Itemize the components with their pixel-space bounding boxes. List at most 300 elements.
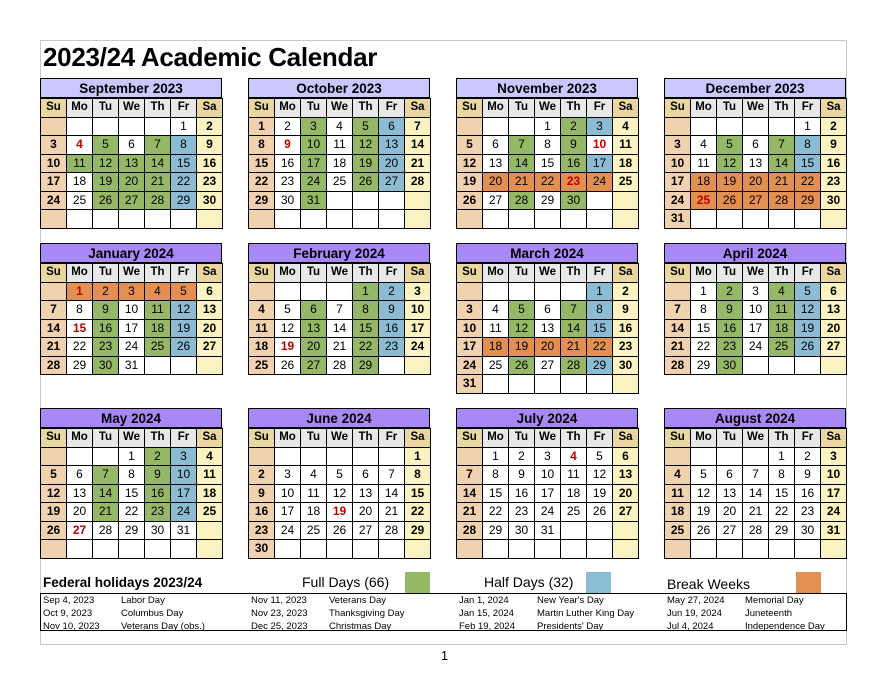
day-cell: 9 bbox=[561, 136, 587, 155]
day-cell: 26 bbox=[587, 503, 613, 522]
month-march-2024 bbox=[456, 243, 638, 394]
weekday-header: Su bbox=[41, 429, 67, 448]
day-cell: 23 bbox=[795, 503, 821, 522]
day-cell: 23 bbox=[613, 338, 639, 357]
day-cell: 20 bbox=[821, 319, 847, 338]
day-cell: 17 bbox=[405, 319, 431, 338]
month-grid bbox=[40, 428, 223, 559]
day-cell: 31 bbox=[535, 521, 561, 540]
day-cell: 19 bbox=[691, 503, 717, 522]
empty-cell bbox=[717, 210, 743, 229]
day-cell: 19 bbox=[509, 338, 535, 357]
day-cell: 27 bbox=[535, 356, 561, 375]
weekday-header: Mo bbox=[483, 99, 509, 118]
day-cell: 24 bbox=[665, 191, 691, 210]
day-cell: 18 bbox=[327, 154, 353, 173]
empty-cell bbox=[197, 356, 223, 375]
empty-cell bbox=[41, 282, 67, 301]
day-cell: 26 bbox=[717, 191, 743, 210]
weekday-header: We bbox=[535, 264, 561, 283]
day-cell: 11 bbox=[769, 301, 795, 320]
day-cell: 14 bbox=[665, 319, 691, 338]
empty-cell bbox=[509, 117, 535, 136]
empty-cell bbox=[379, 210, 405, 229]
weekday-header: Sa bbox=[821, 429, 847, 448]
empty-cell bbox=[795, 210, 821, 229]
month-title: October 2023 bbox=[248, 78, 430, 98]
month-title: February 2024 bbox=[248, 243, 430, 263]
day-cell: 6 bbox=[379, 117, 405, 136]
legend-half-label: Half Days (32) bbox=[484, 574, 574, 590]
day-cell: 15 bbox=[67, 319, 93, 338]
empty-cell bbox=[145, 356, 171, 375]
day-cell: 9 bbox=[197, 136, 223, 155]
day-cell: 30 bbox=[717, 356, 743, 375]
empty-cell bbox=[743, 540, 769, 559]
day-cell: 1 bbox=[171, 117, 197, 136]
day-cell: 21 bbox=[769, 173, 795, 192]
day-cell: 8 bbox=[691, 301, 717, 320]
empty-cell bbox=[379, 447, 405, 466]
month-title: June 2024 bbox=[248, 408, 430, 428]
day-cell: 15 bbox=[769, 484, 795, 503]
day-cell: 6 bbox=[301, 301, 327, 320]
holiday-date: Jan 1, 2024 bbox=[459, 595, 509, 606]
day-cell: 15 bbox=[483, 484, 509, 503]
day-cell: 1 bbox=[119, 447, 145, 466]
weekday-header: Tu bbox=[509, 264, 535, 283]
day-cell: 18 bbox=[145, 319, 171, 338]
day-cell: 5 bbox=[275, 301, 301, 320]
day-cell: 28 bbox=[93, 521, 119, 540]
weekday-header: Tu bbox=[93, 264, 119, 283]
holiday-name: Presidents' Day bbox=[537, 621, 604, 632]
day-cell: 5 bbox=[509, 301, 535, 320]
day-cell: 1 bbox=[249, 117, 275, 136]
day-cell: 16 bbox=[717, 319, 743, 338]
day-cell: 30 bbox=[613, 356, 639, 375]
day-cell: 31 bbox=[171, 521, 197, 540]
month-february-2024 bbox=[248, 243, 430, 375]
day-cell: 2 bbox=[145, 447, 171, 466]
day-cell: 4 bbox=[145, 282, 171, 301]
weekday-header: Su bbox=[457, 99, 483, 118]
day-cell: 16 bbox=[795, 484, 821, 503]
day-cell: 31 bbox=[665, 210, 691, 229]
empty-cell bbox=[353, 540, 379, 559]
day-cell: 20 bbox=[613, 484, 639, 503]
day-cell: 5 bbox=[717, 136, 743, 155]
empty-cell bbox=[327, 540, 353, 559]
day-cell: 8 bbox=[769, 466, 795, 485]
day-cell: 29 bbox=[587, 356, 613, 375]
day-cell: 18 bbox=[483, 338, 509, 357]
day-cell: 2 bbox=[379, 282, 405, 301]
day-cell: 2 bbox=[561, 117, 587, 136]
day-cell: 4 bbox=[249, 301, 275, 320]
holiday-name: Memorial Day bbox=[745, 595, 804, 606]
day-cell: 3 bbox=[41, 136, 67, 155]
empty-cell bbox=[67, 447, 93, 466]
month-title: September 2023 bbox=[40, 78, 222, 98]
day-cell: 20 bbox=[353, 503, 379, 522]
empty-cell bbox=[197, 210, 223, 229]
day-cell: 22 bbox=[171, 173, 197, 192]
day-cell: 14 bbox=[41, 319, 67, 338]
legend-break-swatch bbox=[796, 572, 821, 593]
day-cell: 3 bbox=[535, 447, 561, 466]
day-cell: 22 bbox=[769, 503, 795, 522]
day-cell: 8 bbox=[483, 466, 509, 485]
day-cell: 25 bbox=[67, 191, 93, 210]
empty-cell bbox=[119, 540, 145, 559]
day-cell: 1 bbox=[769, 447, 795, 466]
holidays-title: Federal holidays 2023/24 bbox=[43, 575, 203, 590]
day-cell: 12 bbox=[457, 154, 483, 173]
weekday-header: Th bbox=[561, 264, 587, 283]
day-cell: 21 bbox=[379, 503, 405, 522]
day-cell: 1 bbox=[353, 282, 379, 301]
day-cell: 29 bbox=[769, 521, 795, 540]
empty-cell bbox=[535, 540, 561, 559]
day-cell: 29 bbox=[691, 356, 717, 375]
day-cell: 21 bbox=[327, 338, 353, 357]
day-cell: 10 bbox=[821, 466, 847, 485]
holiday-date: Nov 11, 2023 bbox=[251, 595, 307, 606]
day-cell: 28 bbox=[379, 521, 405, 540]
day-cell: 2 bbox=[717, 282, 743, 301]
weekday-header: Mo bbox=[691, 264, 717, 283]
day-cell: 4 bbox=[769, 282, 795, 301]
day-cell: 5 bbox=[587, 447, 613, 466]
empty-cell bbox=[327, 210, 353, 229]
empty-cell bbox=[561, 282, 587, 301]
empty-cell bbox=[353, 447, 379, 466]
day-cell: 30 bbox=[821, 191, 847, 210]
empty-cell bbox=[171, 540, 197, 559]
page-title: 2023/24 Academic Calendar bbox=[43, 42, 378, 72]
day-cell: 11 bbox=[691, 154, 717, 173]
day-cell: 9 bbox=[509, 466, 535, 485]
day-cell: 25 bbox=[691, 191, 717, 210]
month-grid bbox=[248, 263, 431, 375]
empty-cell bbox=[795, 540, 821, 559]
day-cell: 20 bbox=[197, 319, 223, 338]
empty-cell bbox=[821, 210, 847, 229]
day-cell: 20 bbox=[483, 173, 509, 192]
month-october-2023 bbox=[248, 78, 430, 229]
holiday-name: Veterans Day (obs.) bbox=[121, 621, 205, 632]
holiday-name: Thanksgiving Day bbox=[329, 608, 405, 619]
day-cell: 27 bbox=[717, 521, 743, 540]
day-cell: 3 bbox=[821, 447, 847, 466]
day-cell: 10 bbox=[301, 136, 327, 155]
weekday-header: Sa bbox=[405, 264, 431, 283]
day-cell: 14 bbox=[769, 154, 795, 173]
day-cell: 26 bbox=[509, 356, 535, 375]
weekday-header: We bbox=[327, 429, 353, 448]
empty-cell bbox=[769, 210, 795, 229]
weekday-header: Fr bbox=[795, 99, 821, 118]
day-cell: 16 bbox=[379, 319, 405, 338]
day-cell: 1 bbox=[795, 117, 821, 136]
weekday-header: Sa bbox=[197, 264, 223, 283]
day-cell: 7 bbox=[405, 117, 431, 136]
day-cell: 26 bbox=[327, 521, 353, 540]
day-cell: 11 bbox=[483, 319, 509, 338]
day-cell: 7 bbox=[379, 466, 405, 485]
day-cell: 24 bbox=[41, 191, 67, 210]
day-cell: 8 bbox=[795, 136, 821, 155]
empty-cell bbox=[457, 540, 483, 559]
page-number: 1 bbox=[440, 648, 449, 663]
day-cell: 18 bbox=[249, 338, 275, 357]
day-cell: 13 bbox=[379, 136, 405, 155]
empty-cell bbox=[717, 447, 743, 466]
day-cell: 25 bbox=[327, 173, 353, 192]
day-cell: 18 bbox=[301, 503, 327, 522]
month-title: November 2023 bbox=[456, 78, 638, 98]
day-cell: 13 bbox=[197, 301, 223, 320]
day-cell: 15 bbox=[795, 154, 821, 173]
day-cell: 22 bbox=[353, 338, 379, 357]
day-cell: 21 bbox=[509, 173, 535, 192]
day-cell: 26 bbox=[457, 191, 483, 210]
day-cell: 11 bbox=[145, 301, 171, 320]
day-cell: 1 bbox=[535, 117, 561, 136]
day-cell: 25 bbox=[197, 503, 223, 522]
day-cell: 21 bbox=[93, 503, 119, 522]
day-cell: 9 bbox=[795, 466, 821, 485]
empty-cell bbox=[405, 356, 431, 375]
day-cell: 23 bbox=[717, 338, 743, 357]
day-cell: 29 bbox=[535, 191, 561, 210]
holiday-name: Christmas Day bbox=[329, 621, 392, 632]
weekday-header: We bbox=[743, 99, 769, 118]
day-cell: 21 bbox=[41, 338, 67, 357]
day-cell: 15 bbox=[249, 154, 275, 173]
empty-cell bbox=[275, 282, 301, 301]
empty-cell bbox=[561, 210, 587, 229]
legend-half-swatch bbox=[586, 572, 611, 593]
day-cell: 6 bbox=[67, 466, 93, 485]
day-cell: 24 bbox=[405, 338, 431, 357]
empty-cell bbox=[249, 282, 275, 301]
day-cell: 27 bbox=[743, 191, 769, 210]
empty-cell bbox=[41, 540, 67, 559]
weekday-header: Th bbox=[353, 429, 379, 448]
weekday-header: Fr bbox=[379, 264, 405, 283]
holiday-name: Columbus Day bbox=[121, 608, 184, 619]
day-cell: 3 bbox=[405, 282, 431, 301]
weekday-header: Sa bbox=[613, 264, 639, 283]
month-july-2024 bbox=[456, 408, 638, 559]
day-cell: 3 bbox=[743, 282, 769, 301]
day-cell: 22 bbox=[587, 338, 613, 357]
day-cell: 29 bbox=[171, 191, 197, 210]
day-cell: 22 bbox=[691, 338, 717, 357]
day-cell: 5 bbox=[327, 466, 353, 485]
empty-cell bbox=[379, 191, 405, 210]
empty-cell bbox=[795, 356, 821, 375]
empty-cell bbox=[353, 210, 379, 229]
weekday-header: Th bbox=[561, 429, 587, 448]
holiday-date: Dec 25, 2023 bbox=[251, 621, 308, 632]
month-grid bbox=[664, 428, 847, 559]
day-cell: 23 bbox=[509, 503, 535, 522]
day-cell: 30 bbox=[93, 356, 119, 375]
day-cell: 1 bbox=[483, 447, 509, 466]
day-cell: 30 bbox=[561, 191, 587, 210]
day-cell: 20 bbox=[301, 338, 327, 357]
day-cell: 18 bbox=[561, 484, 587, 503]
day-cell: 31 bbox=[457, 375, 483, 394]
day-cell: 5 bbox=[457, 136, 483, 155]
empty-cell bbox=[301, 282, 327, 301]
day-cell: 6 bbox=[119, 136, 145, 155]
weekday-header: We bbox=[327, 99, 353, 118]
day-cell: 20 bbox=[717, 503, 743, 522]
day-cell: 15 bbox=[119, 484, 145, 503]
day-cell: 14 bbox=[93, 484, 119, 503]
day-cell: 1 bbox=[587, 282, 613, 301]
month-december-2023 bbox=[664, 78, 846, 229]
day-cell: 15 bbox=[171, 154, 197, 173]
day-cell: 17 bbox=[41, 173, 67, 192]
weekday-header: We bbox=[327, 264, 353, 283]
empty-cell bbox=[587, 375, 613, 394]
empty-cell bbox=[665, 282, 691, 301]
empty-cell bbox=[119, 117, 145, 136]
day-cell: 28 bbox=[509, 191, 535, 210]
empty-cell bbox=[405, 540, 431, 559]
day-cell: 19 bbox=[93, 173, 119, 192]
day-cell: 22 bbox=[535, 173, 561, 192]
weekday-header: Su bbox=[249, 264, 275, 283]
empty-cell bbox=[561, 540, 587, 559]
day-cell: 11 bbox=[327, 136, 353, 155]
day-cell: 7 bbox=[665, 301, 691, 320]
day-cell: 2 bbox=[795, 447, 821, 466]
day-cell: 13 bbox=[353, 484, 379, 503]
weekday-header: Tu bbox=[717, 429, 743, 448]
day-cell: 26 bbox=[795, 338, 821, 357]
day-cell: 23 bbox=[561, 173, 587, 192]
day-cell: 26 bbox=[93, 191, 119, 210]
holiday-name: New Year's Day bbox=[537, 595, 604, 606]
day-cell: 8 bbox=[405, 466, 431, 485]
empty-cell bbox=[41, 117, 67, 136]
day-cell: 17 bbox=[457, 338, 483, 357]
day-cell: 24 bbox=[119, 338, 145, 357]
empty-cell bbox=[93, 540, 119, 559]
empty-cell bbox=[769, 356, 795, 375]
weekday-header: Mo bbox=[275, 99, 301, 118]
day-cell: 9 bbox=[275, 136, 301, 155]
weekday-header: Su bbox=[41, 99, 67, 118]
day-cell: 15 bbox=[353, 319, 379, 338]
day-cell: 21 bbox=[743, 503, 769, 522]
weekday-header: Fr bbox=[795, 264, 821, 283]
empty-cell bbox=[535, 375, 561, 394]
day-cell: 16 bbox=[275, 154, 301, 173]
empty-cell bbox=[769, 117, 795, 136]
day-cell: 15 bbox=[405, 484, 431, 503]
empty-cell bbox=[483, 210, 509, 229]
day-cell: 12 bbox=[275, 319, 301, 338]
day-cell: 13 bbox=[535, 319, 561, 338]
weekday-header: Su bbox=[665, 264, 691, 283]
day-cell: 28 bbox=[41, 356, 67, 375]
day-cell: 29 bbox=[119, 521, 145, 540]
day-cell: 25 bbox=[249, 356, 275, 375]
day-cell: 9 bbox=[145, 466, 171, 485]
day-cell: 2 bbox=[197, 117, 223, 136]
day-cell: 16 bbox=[145, 484, 171, 503]
day-cell: 29 bbox=[795, 191, 821, 210]
weekday-header: Mo bbox=[67, 429, 93, 448]
month-title: March 2024 bbox=[456, 243, 638, 263]
empty-cell bbox=[119, 210, 145, 229]
day-cell: 27 bbox=[483, 191, 509, 210]
weekday-header: Mo bbox=[275, 264, 301, 283]
day-cell: 20 bbox=[535, 338, 561, 357]
day-cell: 7 bbox=[457, 466, 483, 485]
empty-cell bbox=[665, 540, 691, 559]
day-cell: 18 bbox=[613, 154, 639, 173]
weekday-header: We bbox=[535, 99, 561, 118]
day-cell: 12 bbox=[327, 484, 353, 503]
weekday-header: Sa bbox=[821, 264, 847, 283]
day-cell: 11 bbox=[613, 136, 639, 155]
day-cell: 14 bbox=[379, 484, 405, 503]
empty-cell bbox=[561, 521, 587, 540]
day-cell: 17 bbox=[119, 319, 145, 338]
day-cell: 23 bbox=[821, 173, 847, 192]
day-cell: 5 bbox=[171, 282, 197, 301]
empty-cell bbox=[613, 191, 639, 210]
weekday-header: Mo bbox=[275, 429, 301, 448]
holiday-name: Veterans Day bbox=[329, 595, 387, 606]
day-cell: 9 bbox=[379, 301, 405, 320]
day-cell: 22 bbox=[67, 338, 93, 357]
day-cell: 25 bbox=[561, 503, 587, 522]
empty-cell bbox=[613, 375, 639, 394]
empty-cell bbox=[353, 191, 379, 210]
empty-cell bbox=[691, 447, 717, 466]
holiday-date: Nov 10, 2023 bbox=[43, 621, 100, 632]
day-cell: 3 bbox=[665, 136, 691, 155]
day-cell: 18 bbox=[691, 173, 717, 192]
holiday-date: Nov 23, 2023 bbox=[251, 608, 308, 619]
weekday-header: Tu bbox=[509, 99, 535, 118]
weekday-header: We bbox=[535, 429, 561, 448]
day-cell: 17 bbox=[743, 319, 769, 338]
day-cell: 12 bbox=[587, 466, 613, 485]
day-cell: 22 bbox=[119, 503, 145, 522]
day-cell: 14 bbox=[457, 484, 483, 503]
empty-cell bbox=[717, 117, 743, 136]
day-cell: 28 bbox=[405, 173, 431, 192]
month-grid bbox=[40, 98, 223, 229]
day-cell: 29 bbox=[405, 521, 431, 540]
month-january-2024 bbox=[40, 243, 222, 375]
day-cell: 13 bbox=[301, 319, 327, 338]
empty-cell bbox=[327, 447, 353, 466]
weekday-header: Th bbox=[561, 99, 587, 118]
weekday-header: Fr bbox=[171, 429, 197, 448]
weekday-header: Fr bbox=[379, 429, 405, 448]
